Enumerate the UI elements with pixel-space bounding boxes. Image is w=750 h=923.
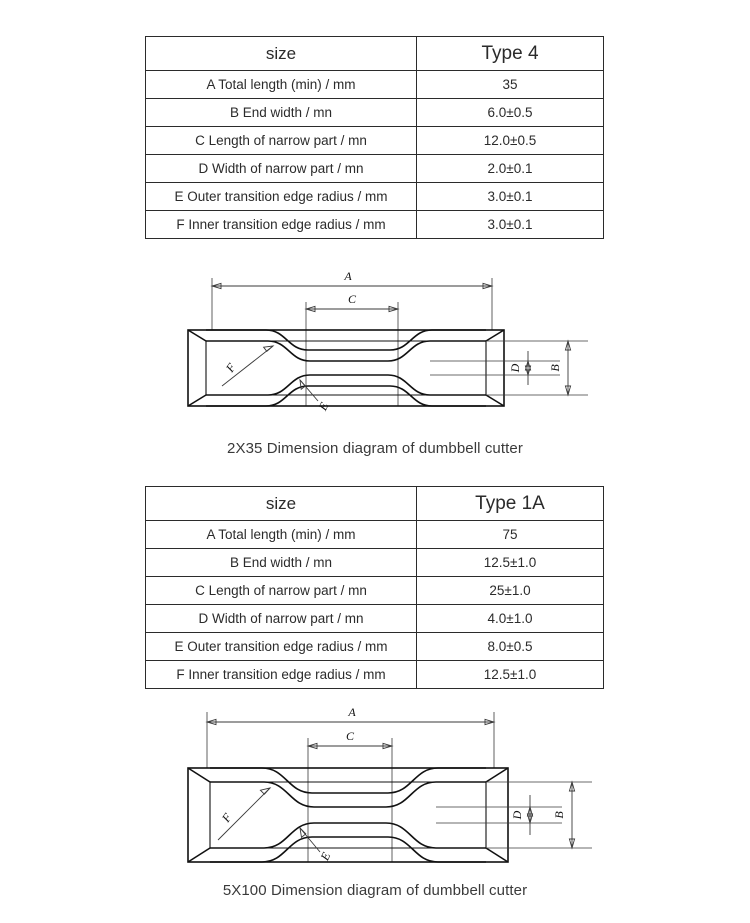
table-row xyxy=(146,155,604,183)
row-label-a: A Total length (min) / mm xyxy=(146,71,417,99)
dimension-label-c: C xyxy=(347,292,357,306)
row-label-d: D Width of narrow part / mn xyxy=(146,155,417,183)
table-header-row xyxy=(146,487,604,521)
table-header-row xyxy=(146,37,604,71)
dimension-label-c: C xyxy=(345,729,355,743)
dimension-label-e: E xyxy=(317,850,334,863)
table-header-size: size xyxy=(146,37,417,71)
row-label-b: B End width / mn xyxy=(146,549,417,577)
dumbbell-cutter-diagram-2x35 xyxy=(0,258,750,438)
spec-table-type-4 xyxy=(145,36,604,239)
row-value-a: 75 xyxy=(417,521,604,549)
dimension-label-a: A xyxy=(348,705,356,719)
row-value-c: 25±1.0 xyxy=(417,577,604,605)
table-header-size: size xyxy=(146,487,417,521)
table-row xyxy=(146,605,604,633)
table-row xyxy=(146,71,604,99)
figure-caption-5x100: 5X100 Dimension diagram of dumbbell cutter xyxy=(222,882,528,899)
table-row xyxy=(146,577,604,605)
row-value-a: 35 xyxy=(417,71,604,99)
row-label-a: A Total length (min) / mm xyxy=(146,521,417,549)
dumbbell-cutter-diagram-5x100 xyxy=(0,700,750,880)
row-value-b: 6.0±0.5 xyxy=(417,99,604,127)
dimension-label-a: A xyxy=(344,269,352,283)
row-label-e: E Outer transition edge radius / mm xyxy=(146,183,417,211)
row-value-e: 8.0±0.5 xyxy=(417,633,604,661)
table-row xyxy=(146,211,604,239)
row-value-b: 12.5±1.0 xyxy=(417,549,604,577)
row-label-c: C Length of narrow part / mn xyxy=(146,577,417,605)
row-label-b: B End width / mn xyxy=(146,99,417,127)
row-value-f: 12.5±1.0 xyxy=(417,661,604,689)
dimension-label-e: E xyxy=(315,400,332,413)
dimension-label-d: D xyxy=(508,363,522,373)
row-label-e: E Outer transition edge radius / mm xyxy=(146,633,417,661)
dimension-label-b: B xyxy=(548,364,562,372)
table-header-type: Type 4 xyxy=(417,37,604,71)
dimension-label-f: F xyxy=(218,810,235,825)
row-label-f: F Inner transition edge radius / mm xyxy=(146,661,417,689)
table-row xyxy=(146,549,604,577)
row-value-d: 4.0±1.0 xyxy=(417,605,604,633)
dimension-label-d: D xyxy=(510,810,524,820)
table-row xyxy=(146,99,604,127)
row-value-f: 3.0±0.1 xyxy=(417,211,604,239)
figure-caption-2x35: 2X35 Dimension diagram of dumbbell cutter xyxy=(227,440,523,457)
row-value-c: 12.0±0.5 xyxy=(417,127,604,155)
table-row xyxy=(146,183,604,211)
row-value-d: 2.0±0.1 xyxy=(417,155,604,183)
table-row xyxy=(146,661,604,689)
row-label-f: F Inner transition edge radius / mm xyxy=(146,211,417,239)
row-value-e: 3.0±0.1 xyxy=(417,183,604,211)
figure-2x35 xyxy=(0,258,750,457)
table-row xyxy=(146,521,604,549)
spec-table-type-1a xyxy=(145,486,604,689)
row-label-c: C Length of narrow part / mn xyxy=(146,127,417,155)
table-row xyxy=(146,127,604,155)
dimension-label-b: B xyxy=(552,811,566,819)
table-row xyxy=(146,633,604,661)
table-header-type: Type 1A xyxy=(417,487,604,521)
row-label-d: D Width of narrow part / mn xyxy=(146,605,417,633)
dimension-label-f: F xyxy=(222,360,239,375)
figure-5x100 xyxy=(0,700,750,899)
